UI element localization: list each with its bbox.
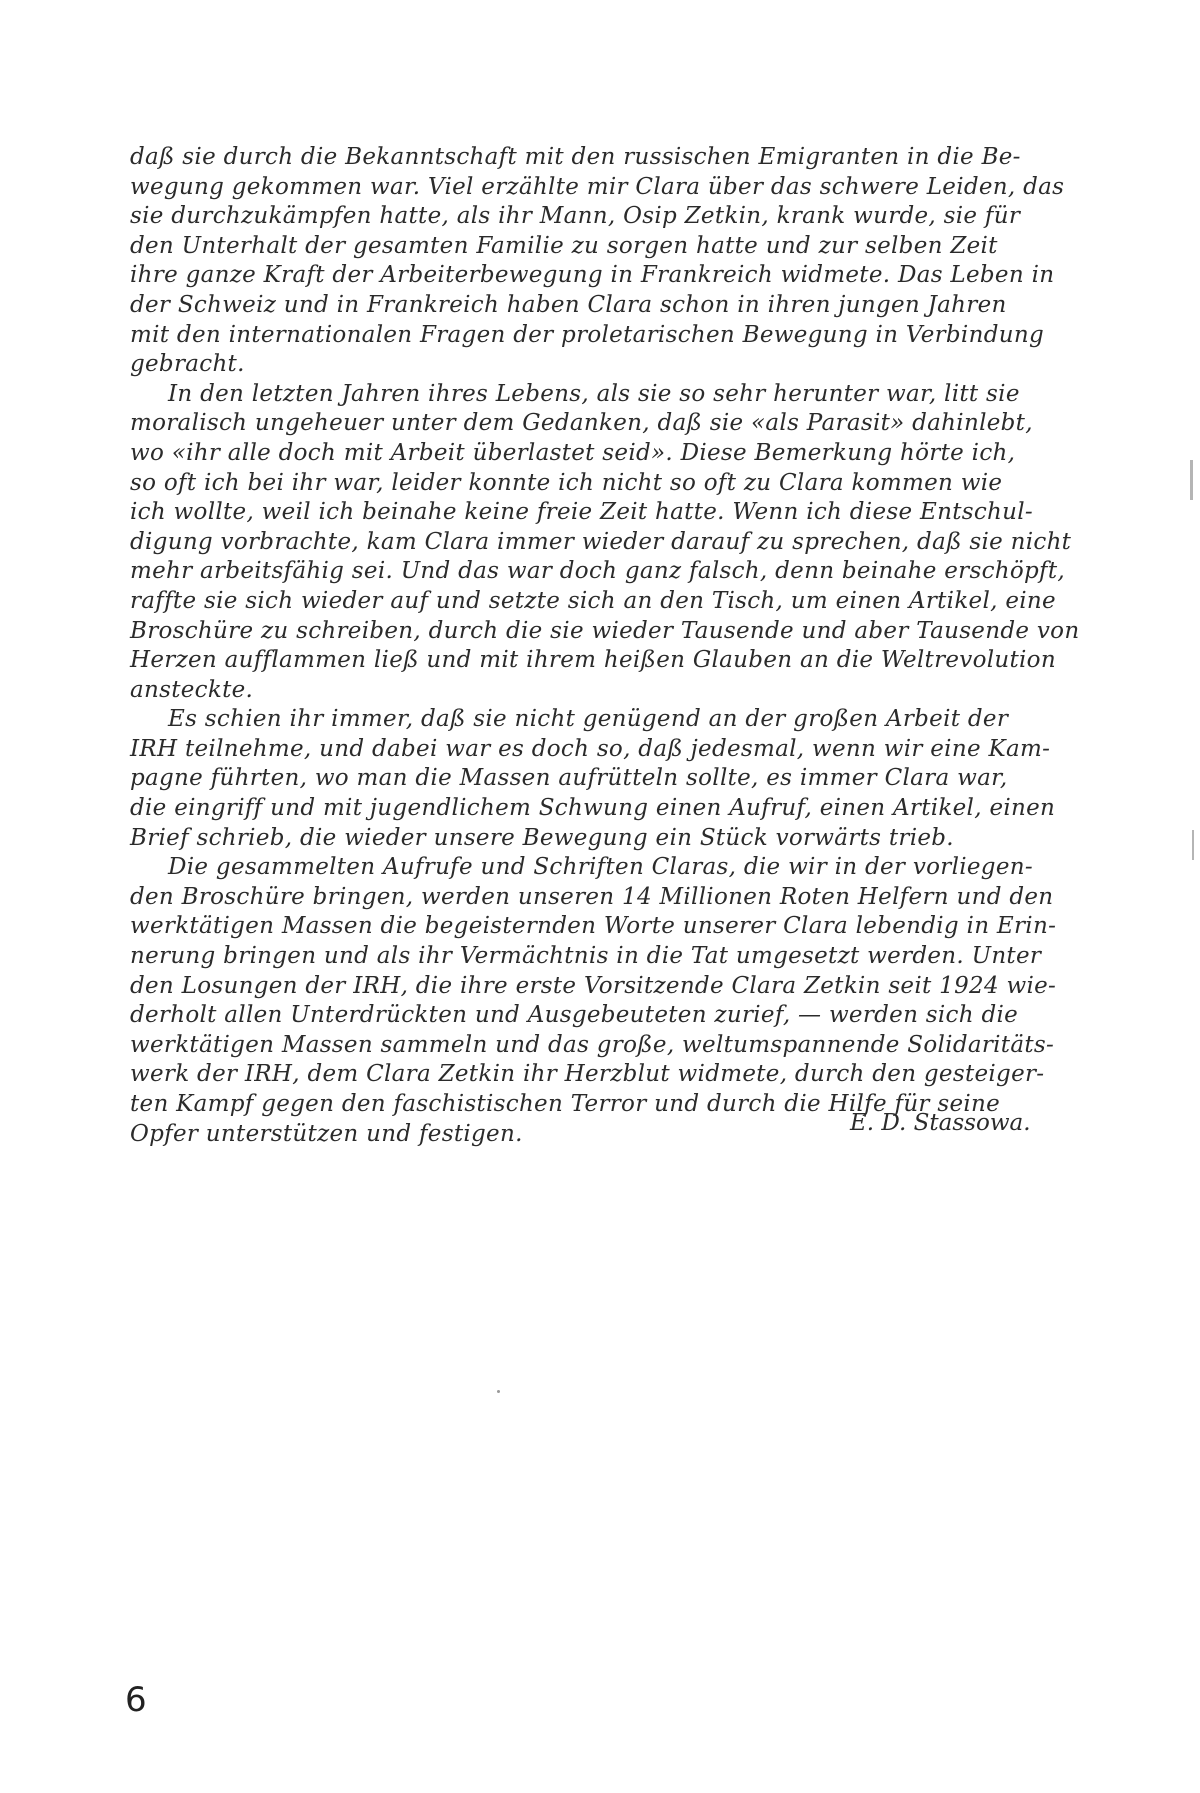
text-line: werktätigen Massen sammeln und das große, weltumspannende Solidaritäts- [130, 1031, 1055, 1058]
text-line: derholt allen Unterdrückten und Ausgebeuteten zurief, — werden sich die [130, 1002, 1019, 1029]
text-line: daß sie durch die Bekanntschaft mit den russischen Emigranten in die Be- [130, 144, 1021, 170]
text-line: ten Kampf gegen den faschistischen Terror und durch die Hilfe für seine [130, 1091, 1001, 1117]
text-line: den Unterhalt der gesamten Familie zu sorgen hatte und zur selben Zeit [130, 232, 998, 259]
body-text [130, 143, 1088, 1149]
text-line: digung vorbrachte, kam Clara immer wieder darauf zu sprechen, daß sie nicht [130, 528, 1072, 555]
text-line: den Broschüre bringen, werden unseren 14 Millionen Roten Helfern und den [130, 883, 1054, 910]
text-line: wegung gekommen war. Viel erzählte mir Clara über das schwere Leiden, das [130, 173, 1065, 200]
text-line: Broschüre zu schreiben, durch die sie wieder Tausende und aber Tausende von [130, 617, 1080, 644]
paragraph-start-line: In den letzten Jahren ihres Lebens, als sie so sehr herunter war, litt sie [168, 380, 1020, 407]
text-line: mehr arbeitsfähig sei. Und das war doch ganz falsch, denn beinahe erschöpft, [130, 558, 1066, 585]
page-number: 6 [125, 1680, 147, 1720]
text-line: werktätigen Massen die begeisternden Worte unserer Clara lebendig in Erin- [130, 913, 1057, 940]
text-line: nerung bringen und als ihr Vermächtnis in die Tat umgesetzt werden. Unter [130, 943, 1042, 970]
text-line: die eingriff und mit jugendlichem Schwung einen Aufruf, einen Artikel, einen [130, 795, 1056, 822]
text-line: der Schweiz und in Frankreich haben Clara schon in ihren jungen Jahren [130, 291, 1007, 318]
scan-edge-mark [1192, 830, 1194, 860]
text-line: Opfer unterstützen und festigen. [130, 1120, 523, 1147]
text-line: so oft ich bei ihr war, leider konnte ich nicht so oft zu Clara kommen wie [130, 469, 1003, 496]
text-line: werk der IRH, dem Clara Zetkin ihr Herzblut widmete, durch den gesteiger- [130, 1061, 1045, 1088]
text-line: ihre ganze Kraft der Arbeiterbewegung in Frankreich widmete. Das Leben in [130, 262, 1055, 289]
scan-edge-mark [1190, 460, 1193, 500]
text-line: wo «ihr alle doch mit Arbeit überlastet seid». Diese Bemerkung hörte ich, [130, 439, 1016, 466]
text-line: moralisch ungeheuer unter dem Gedanken, daß sie «als Parasit» dahinlebt, [130, 410, 1033, 437]
text-line: ich wollte, weil ich beinahe keine freie Zeit hatte. Wenn ich diese Entschul- [130, 499, 1033, 526]
paragraph-start-line: Es schien ihr immer, daß sie nicht genügend an der großen Arbeit der [168, 706, 1009, 733]
scan-speck [497, 1390, 500, 1393]
text-line: sie durchzukämpfen hatte, als ihr Mann, Osip Zetkin, krank wurde, sie für [130, 203, 1021, 230]
text-line: IRH teilnehme, und dabei war es doch so, daß jedesmal, wenn wir eine Kam- [130, 735, 1051, 762]
text-line: mit den internationalen Fragen der proletarischen Bewegung in Verbindung [130, 321, 1044, 348]
text-line: Herzen aufflammen ließ und mit ihrem heißen Glauben an die Weltrevolution [130, 647, 1056, 674]
text-line: pagne führten, wo man die Massen aufrütteln sollte, es immer Clara war, [130, 765, 1008, 792]
text-line: gebracht. [130, 351, 245, 378]
text-line: raffte sie sich wieder auf und setzte sich an den Tisch, um einen Artikel, eine [130, 587, 1056, 614]
paragraph-start-line: Die gesammelten Aufrufe und Schriften Claras, die wir in der vorliegen- [168, 854, 1033, 881]
text-line: ansteckte. [130, 676, 254, 703]
author-signature: E. D. Stassowa. [850, 1110, 1031, 1136]
text-line: den Losungen der IRH, die ihre erste Vorsitzende Clara Zetkin seit 1924 wie- [130, 972, 1057, 999]
text-line: Brief schrieb, die wieder unsere Bewegung ein Stück vorwärts trieb. [130, 824, 954, 851]
